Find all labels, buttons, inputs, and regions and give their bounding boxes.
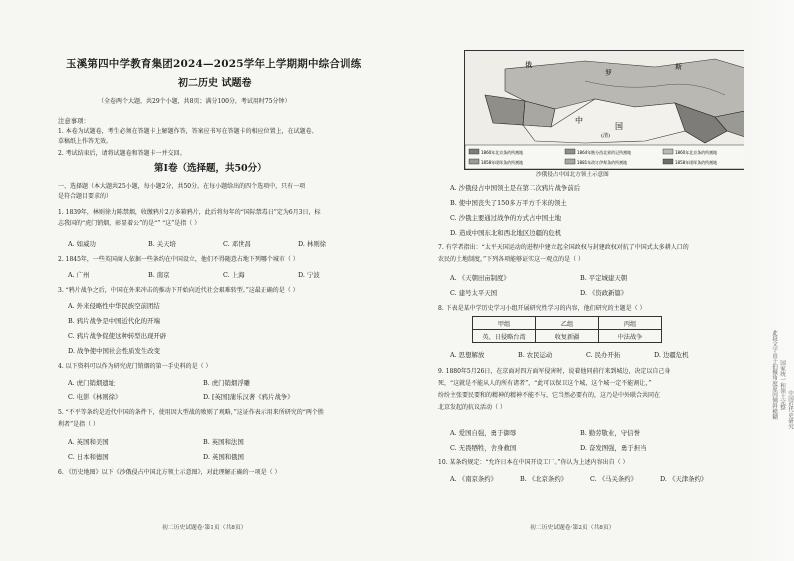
question-stem: 6. 《历史地图》以下《沙俄侵占中国北方领土示意图》，对此理解正确的一项是（ ）: [58, 469, 281, 476]
notes-line: 草稿纸上作答无效。: [58, 138, 113, 145]
option: C. 《马关条约》: [590, 475, 638, 483]
section-title: 第Ⅰ卷（选择题，共50分）: [154, 163, 267, 174]
legend-item: 1858年瑷珲条约所割地: [481, 160, 524, 165]
question-stem: 纷纷主张要民要和的精神的精神不能不与，它当然必要有的，这乃是中外联合共同在: [438, 392, 661, 399]
option: A. 沙俄侵占中国领土是在第二次鸦片战争前后: [450, 184, 581, 192]
table-cell: 甲组: [473, 317, 536, 330]
option: B. 勤劳敬业，守信誉: [580, 429, 640, 437]
question-stem: 7. 有学者指出：“太平天国运动的进程中建立起全国政权与封建政权对抗了中国式太多耕人口的: [438, 244, 689, 251]
question-stem: 10. 某条约规定：“允许日本在中国开设工厂。”你认为上述内容出自（ ）: [438, 459, 629, 466]
table-cell: 丙组: [599, 317, 662, 330]
section-intro: 一、选择题（本大题共25小题，每小题2分，共50分。在每小题给出的四个选项中，只有一项: [58, 183, 306, 190]
option: C. 建号太平天国: [450, 289, 498, 297]
question-stem: 1. 1839年，林则徐力陈禁烟，收缴鸦片2万多箱鸦片，此后将每年的“国际禁毒日”定为6月3日，标: [58, 209, 321, 216]
option: B. 关天培: [148, 240, 176, 248]
strip-text: 国家统一和领土完整: [779, 360, 785, 411]
option: A. 虎门销烟遗址: [68, 379, 116, 387]
option: C. 日本和德国: [68, 453, 109, 461]
notes-heading: 注意事项：: [58, 117, 90, 125]
option: C. 沙俄主要通过战争的方式占中国土地: [450, 214, 561, 222]
legend-item: 1864年勘分西北界约记所割地: [577, 150, 632, 155]
option: B. 使中国丧失了150多万平方千米的领土: [450, 199, 567, 207]
legend-item: 1858年瑷珲条约所割地: [675, 160, 718, 165]
option: B. 平定城建天朝: [580, 274, 628, 282]
option: D. 边疆危机: [654, 351, 689, 359]
option: D. 《资政新篇》: [580, 289, 628, 297]
question-stem: 9. 1880年5月26日，在京面对四方面军侵害时，说着他同前行来到城边，决定以自己身: [438, 368, 671, 375]
option: D. 奋发图强，勇于担当: [580, 444, 647, 452]
notes-line: 1. 本卷为试题卷，考生必须在答题卡上解题作答，答案应书写在答题卡的相应位置上，在试题卷、: [58, 128, 318, 135]
option: A. 外来侵略性中华民族空前团结: [68, 302, 160, 310]
question-stem: 志我国的“虎门销烟，彰显着公”的是“” “这”是指（ ）: [58, 220, 201, 227]
question-stem: 4. 以下资料可以作为研究虎门销烟的第一手史料的是（ ）: [58, 363, 212, 370]
map-legend: [465, 145, 763, 169]
strip-text: 此段文字由于拍摄角度原因倾斜模糊: [771, 330, 777, 420]
map-label: 俄: [525, 61, 532, 69]
page-1: [58, 0, 390, 561]
notes-line: 2. 考试结束后，请将试题卷和答题卡一并交回。: [58, 150, 186, 157]
map-label: 罗: [605, 69, 612, 77]
option: B. 农民运动: [518, 351, 553, 359]
option: D. 战争使中国社会性质发生改变: [68, 347, 161, 355]
question-stem: 2. 1845年，一些英国商人依据一些条约在中国设立，他们不得随意占地下列哪个城市（ ）: [58, 256, 299, 263]
option: A. 广州: [68, 271, 90, 279]
table-cell: 收复新疆: [536, 330, 599, 343]
option: A. 爱国自强，勇于御辱: [450, 429, 517, 437]
page-footer: 初二历史试题卷·第1页（共8页）: [162, 525, 247, 531]
map-svg: [465, 51, 763, 169]
option: C. 无畏牺牲，舍身救国: [450, 444, 517, 452]
question-stem: 农民的土地制度，”下列各项能够证实这一观点的是（ ）: [438, 256, 584, 263]
question-stem: 利者”是指（ ）: [58, 421, 99, 428]
option: B. 《北京条约》: [520, 475, 568, 483]
option: B. 南京: [148, 271, 170, 279]
option: D. [英国]蒲乐汉著《鸦片战争》: [203, 393, 294, 401]
option: A. 英国和美国: [68, 438, 109, 446]
option: D. 宁波: [298, 271, 320, 279]
question-stem: 北京发起的抗议活动（ ）: [438, 404, 506, 411]
option: B. 鸦片战争是中国近代化的开端: [68, 317, 160, 325]
exam-info: （全卷两个大题，共29个小题，共8页；满分100分，考试用时75分钟）: [98, 98, 291, 105]
q8-table: [472, 316, 662, 343]
option: D. 英国和俄国: [203, 453, 244, 461]
exam-subtitle: 初二历史 试题卷: [178, 78, 252, 89]
legend-item: 1881年改订伊犁条约所割地: [577, 160, 628, 165]
option: D. 林则徐: [298, 240, 327, 248]
option: A. 思想解放: [450, 351, 485, 359]
map-label: (清): [601, 133, 610, 139]
section-intro: 是符合题目要求的）: [58, 193, 113, 200]
legend-item: 1860年北京条约所割地: [675, 150, 718, 155]
table-cell: 中法战争: [599, 330, 662, 343]
map-label: 斯: [675, 63, 682, 71]
strip-text: 中国近代史研究: [787, 390, 793, 430]
option: A. 《南京条约》: [450, 475, 498, 483]
table-cell: 乙组: [536, 317, 599, 330]
question-stem: 3. “鸦片战争之后，中国在外来冲击的推动下开始向近代社会艰难转型。”这最正确的是（ ）: [58, 287, 299, 294]
option: A. 如威功: [68, 240, 96, 248]
map-figure: [464, 50, 764, 170]
option: C. 上海: [223, 271, 245, 279]
option: C. 邓世昌: [223, 240, 251, 248]
question-stem: 死，“这就是不能从人的所有诸者”，“此可以保卫这个城，这个城一定不能割让，”: [438, 380, 652, 387]
option: A. 《天朝田亩制度》: [450, 274, 510, 282]
map-caption: 沙俄侵占中国北方领土示意图: [536, 172, 609, 178]
legend-item: 1860年北京条约所割地: [481, 150, 524, 155]
option: C. 鸦片战争促使这种转型出现开辟: [68, 332, 167, 340]
page-footer: 初二历史试题卷·第2页（共8页）: [530, 525, 615, 531]
option: C. 电影《林则徐》: [68, 393, 122, 401]
option: B. 虎门销烟浮雕: [203, 379, 251, 387]
exam-title: 玉溪第四中学教育集团2024—2025学年上学期期中综合训练: [66, 58, 362, 70]
question-stem: 8. 下表是某中学历史学习小组开展研究性学习的内容，他们研究的主题是（ ）: [438, 305, 646, 312]
option: B. 英国和法国: [203, 438, 244, 446]
option: D. 造成中国东北和西北地区边疆的危机: [450, 229, 562, 237]
option: D. 《天津条约》: [660, 475, 708, 483]
map-label: 国: [615, 122, 623, 131]
question-stem: 5. “不平等条约是近代中国的条件下，使用因大型战的败则了观略，”这证作表示用来所研究的“两个胜: [58, 409, 324, 416]
page-2: [420, 0, 742, 561]
option: C. 民办开拓: [586, 351, 621, 359]
map-label: 中: [575, 116, 583, 125]
table-cell: 英、日侵略台湾: [473, 330, 536, 343]
next-page-strip: [744, 0, 794, 561]
